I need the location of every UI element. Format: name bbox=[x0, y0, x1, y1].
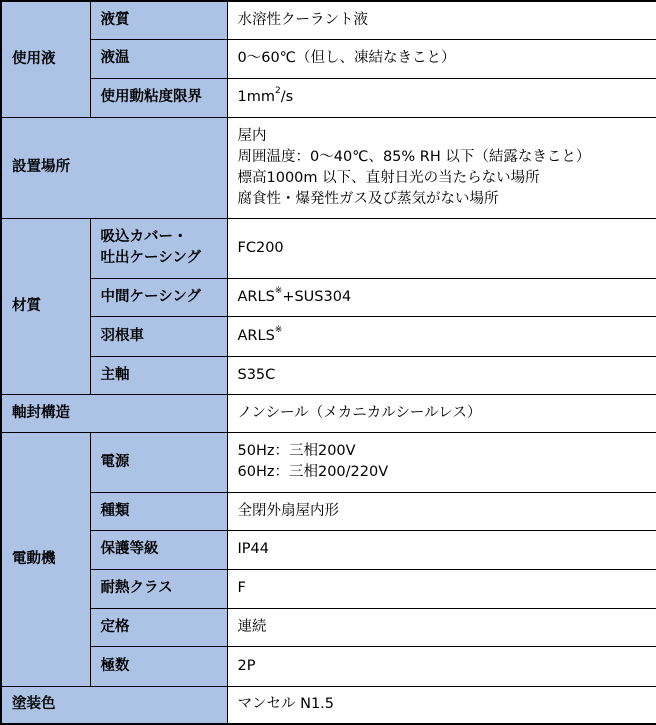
table-row bbox=[1, 646, 656, 686]
category-installation-site: 設置場所 bbox=[1, 117, 227, 218]
table-row bbox=[1, 569, 656, 608]
value-intermediate-casing bbox=[227, 278, 656, 316]
note-mark: ※ bbox=[274, 324, 283, 335]
power-line: 60Hz：三相200/220V bbox=[237, 464, 389, 480]
label-line: 吐出ケーシング bbox=[100, 250, 202, 266]
label-rating: 定格 bbox=[90, 608, 227, 646]
category-material: 材質 bbox=[1, 218, 90, 394]
value-liquid-quality: 水溶性クーラント液 bbox=[227, 1, 656, 39]
value-heat-class: F bbox=[227, 569, 656, 608]
category-paint-color: 塗装色 bbox=[1, 686, 227, 724]
label-liquid-temperature: 液温 bbox=[90, 39, 227, 78]
installation-line: 標高1000m 以下、直射日光の当たらない場所 bbox=[237, 169, 540, 186]
label-protection-class: 保護等級 bbox=[90, 530, 227, 569]
value-rating: 連続 bbox=[227, 608, 656, 646]
table-row bbox=[1, 608, 656, 646]
value-shaft-seal: ノンシール（メカニカルシールレス） bbox=[227, 394, 656, 432]
label-motor-type: 種類 bbox=[90, 492, 227, 530]
table-row bbox=[1, 686, 656, 724]
value-poles: 2P bbox=[227, 646, 656, 686]
label-viscosity-limit: 使用動粘度限界 bbox=[90, 78, 227, 117]
table-row bbox=[1, 1, 656, 39]
category-motor: 電動機 bbox=[1, 432, 90, 686]
viscosity-unit: /s bbox=[280, 89, 294, 105]
label-line: 吸込カバー・ bbox=[100, 229, 188, 245]
label-heat-class: 耐熱クラス bbox=[90, 569, 227, 608]
value-viscosity-limit bbox=[227, 78, 656, 117]
table-row bbox=[1, 117, 656, 218]
table-row bbox=[1, 492, 656, 530]
value-main-shaft: S35C bbox=[227, 356, 656, 394]
material-name: ARLS bbox=[237, 288, 275, 305]
value-impeller bbox=[227, 316, 656, 356]
value-protection-class: IP44 bbox=[227, 530, 656, 569]
table-row bbox=[1, 394, 656, 432]
table-row bbox=[1, 432, 656, 492]
installation-line: 腐食性・爆発性ガス及び蒸気がない場所 bbox=[237, 190, 499, 207]
label-impeller: 羽根車 bbox=[90, 316, 227, 356]
table-row bbox=[1, 78, 656, 117]
power-line: 50Hz：三相200V bbox=[237, 443, 356, 459]
table-row bbox=[1, 39, 656, 78]
table-row bbox=[1, 316, 656, 356]
material-name: ARLS bbox=[237, 327, 275, 344]
material-extra: +SUS304 bbox=[282, 288, 352, 305]
label-main-shaft: 主軸 bbox=[90, 356, 227, 394]
viscosity-superscript: 2 bbox=[274, 86, 281, 97]
label-power-supply: 電源 bbox=[90, 432, 227, 492]
value-paint-color: マンセル N1.5 bbox=[227, 686, 656, 724]
value-liquid-temperature: 0～60℃（但し、凍結なきこと） bbox=[227, 39, 656, 78]
value-installation-site bbox=[227, 117, 656, 218]
label-liquid-quality: 液質 bbox=[90, 1, 227, 39]
category-shaft-seal: 軸封構造 bbox=[1, 394, 227, 432]
table-row bbox=[1, 530, 656, 569]
label-poles: 極数 bbox=[90, 646, 227, 686]
value-power-supply bbox=[227, 432, 656, 492]
value-suction-cover: FC200 bbox=[227, 218, 656, 278]
label-suction-cover bbox=[90, 218, 227, 278]
table-row bbox=[1, 356, 656, 394]
table-row bbox=[1, 218, 656, 278]
category-liquid: 使用液 bbox=[1, 1, 90, 117]
table-row bbox=[1, 278, 656, 316]
installation-line: 周囲温度：0～40℃、85% RH 以下（結露なきこと） bbox=[237, 148, 591, 165]
viscosity-number: 1mm bbox=[237, 89, 275, 105]
note-mark: ※ bbox=[274, 285, 283, 296]
value-motor-type: 全閉外扇屋内形 bbox=[227, 492, 656, 530]
label-intermediate-casing: 中間ケーシング bbox=[90, 278, 227, 316]
installation-line: 屋内 bbox=[237, 127, 267, 144]
